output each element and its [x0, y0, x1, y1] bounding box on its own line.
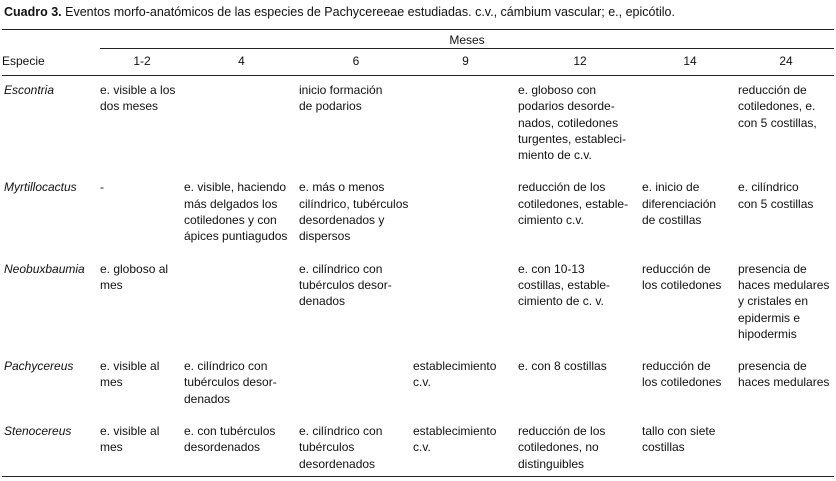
col-header-9: 9 [413, 51, 518, 76]
table-cell: reducción de los cotiledones, no distinguibles [518, 424, 606, 471]
group-header-spacer [2, 30, 100, 52]
table-cell: e. cilíndrico con tubérculos desor- denados [299, 261, 392, 309]
table-cell: establecimiento c.v. [413, 424, 497, 455]
table-cell: presencia de haces medulares [738, 359, 830, 390]
meses-header: Meses [100, 32, 834, 49]
caption-text: Eventos morfo-anatómicos de las especies de Pachycereeae estudiadas. c.v., cámbium vascular; e., epicótilo. [61, 5, 675, 19]
table-cell: e. visible al mes [100, 424, 160, 455]
species-name: Pachycereus [4, 359, 74, 374]
table-cell: e. cilíndrico con tubérculos desor- denados [184, 359, 277, 406]
table-cell: e. globoso con podarios desorde- nados, cotiledones turgentes, estableci- miento de c.v. [518, 83, 627, 163]
table-row [2, 417, 834, 476]
table-cell: e. cilíndrico con tubérculos desordenados [299, 424, 383, 471]
table-cell: - [100, 180, 104, 195]
caption-label: Cuadro 3. [4, 5, 62, 19]
species-name: Escontria [4, 83, 55, 97]
group-header-row [2, 30, 834, 52]
col-header-especie: Especie [2, 51, 100, 76]
table-cell: presencia de haces medulares y cristales en epidermis e hipodermis [738, 261, 830, 341]
table-cell: e. más o menos cilíndrico, tubérculos desordenados y dispersos [299, 180, 409, 244]
table-cell: reducción de los cotiledones, estable- cimiento c.v. [518, 180, 629, 228]
col-header-6: 6 [299, 51, 413, 76]
species-name: Neobuxbaumia [4, 261, 85, 276]
table-row [2, 76, 834, 174]
table-cell: e. con tubérculos desordenados [184, 424, 276, 455]
table-row [2, 173, 834, 254]
group-header-cell [100, 30, 834, 52]
table-cell: e. inicio de diferenciación de costillas [642, 180, 717, 228]
table-cell: e. con 8 costillas [518, 359, 607, 374]
table-cell: establecimiento c.v. [413, 359, 497, 390]
column-header-row [2, 51, 834, 76]
table-cell: reducción de los cotiledones [642, 261, 722, 292]
table-cell: e. con 10-13 costillas, estable- cimiento de c. v. [518, 261, 611, 309]
table-row [2, 352, 834, 417]
table-cell: e. visible al mes [100, 359, 160, 390]
col-header-12: 12 [518, 51, 642, 76]
table-cell: inicio formación de podarios [299, 83, 383, 114]
col-header-14: 14 [642, 51, 738, 76]
species-name: Myrtillocactus [4, 180, 77, 195]
col-header-24: 24 [738, 51, 834, 76]
table-cell: tallo con siete costillas [642, 424, 716, 455]
table-cell: reducción de cotiledones, e. con 5 costillas, [738, 83, 817, 130]
table-caption [4, 4, 832, 20]
col-header-4: 4 [184, 51, 299, 76]
table-cell: e. cilíndrico con 5 costillas [738, 180, 814, 211]
table-row [2, 255, 834, 352]
table-cell: e. visible a los dos meses [100, 83, 176, 114]
col-header-1-2: 1-2 [100, 51, 184, 76]
events-table [2, 29, 834, 477]
table-cell: e. globoso al mes [100, 261, 169, 292]
species-name: Stenocereus [2, 417, 100, 476]
table-cell: reducción de los cotiledones [642, 359, 722, 390]
table-cell: e. visible, haciendo más delgados los cotiledones y con ápices puntiagudos [184, 180, 288, 244]
